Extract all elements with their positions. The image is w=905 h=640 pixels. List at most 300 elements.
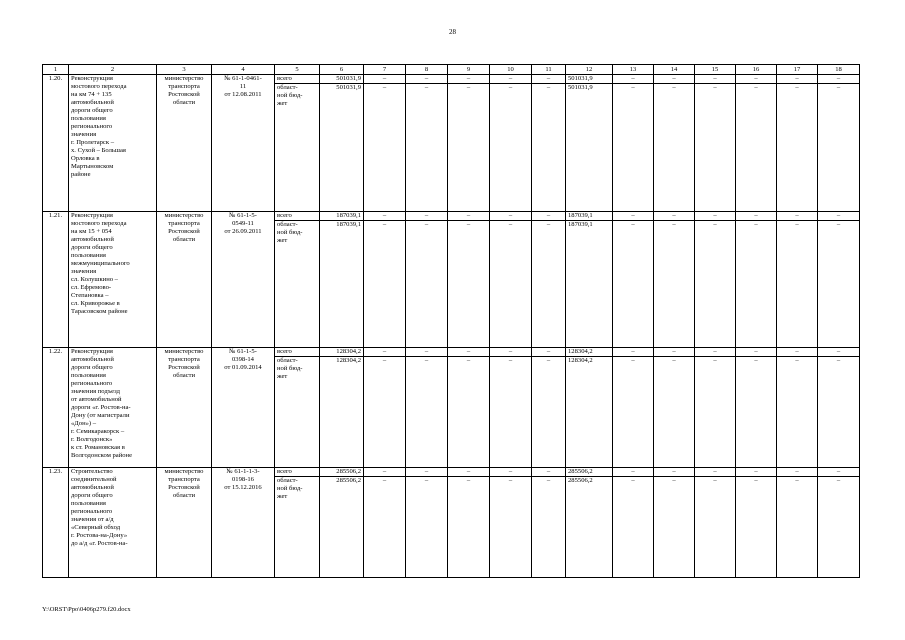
cell-value: – <box>836 357 841 364</box>
cell-value: – <box>546 221 551 228</box>
cell-value: – <box>777 468 817 477</box>
object-name-line: дороги общего <box>71 244 113 251</box>
funding-source-line: всего <box>275 212 319 221</box>
table-row <box>43 212 860 348</box>
year-amount-10 <box>490 468 532 578</box>
object-name-line: Дону (от магистрали <box>71 412 130 419</box>
object-name-line: соединительной <box>71 476 117 483</box>
cell-value: 128304,2 <box>320 348 363 357</box>
object-name <box>69 212 157 348</box>
cell-value: – <box>406 348 447 357</box>
object-name-line: пользования <box>71 115 106 122</box>
cell-value: – <box>406 212 447 221</box>
object-name-line: на км 15 + 054 <box>71 228 112 235</box>
customer-org-line: Ростовской <box>168 91 200 98</box>
row-number <box>43 468 69 578</box>
customer-org <box>157 212 212 348</box>
cell-value: – <box>532 348 565 357</box>
permit-doc <box>212 468 275 578</box>
investment-table <box>42 64 860 578</box>
object-name-line: от автомобильной <box>71 396 122 403</box>
header-cell: 7 <box>364 65 406 75</box>
cell-value: – <box>424 357 429 364</box>
permit-doc-line: № 61-1-5- <box>229 212 257 219</box>
object-name-line: Реконструкция <box>71 348 113 355</box>
cell-value: – <box>672 84 676 91</box>
cell-value: – <box>613 468 653 477</box>
cell-value: – <box>836 84 841 91</box>
permit-doc-line: 11 <box>239 83 247 90</box>
object-name-line: дороги «г. Ростов-на- <box>71 404 131 411</box>
object-name-line: автомобильной <box>71 484 114 491</box>
year-amount-15 <box>695 212 736 348</box>
cell-value: – <box>466 477 471 484</box>
funding-source-line: жет <box>277 493 288 500</box>
cell-value: 501031,9 <box>336 84 361 91</box>
permit-doc-line: № 61-1-5- <box>229 348 257 355</box>
cell-value: – <box>754 84 758 91</box>
object-name-line: к ст. Романовская в <box>71 444 125 451</box>
cell-value: – <box>672 221 676 228</box>
cell-value: – <box>364 468 405 477</box>
permit-doc <box>212 348 275 468</box>
header-row <box>43 65 860 75</box>
object-name-line: на км 74 + 135 <box>71 91 112 98</box>
cell-value: – <box>613 212 653 221</box>
cell-value: – <box>490 75 531 84</box>
object-name-line: районе <box>71 171 91 178</box>
customer-org-line: области <box>172 492 196 499</box>
object-name-line: сл. Криворожье в <box>71 300 120 307</box>
funding-source-line: жет <box>277 100 288 107</box>
year-amount-14 <box>654 212 695 348</box>
header-cell: 11 <box>532 65 566 75</box>
object-name-line: Строительство <box>71 468 113 475</box>
permit-doc-line: от 26.09.2011 <box>224 228 262 235</box>
cell-value: – <box>424 84 429 91</box>
permit-doc-line: 0198-16 <box>232 476 254 483</box>
object-name-line: сл. Колушкино – <box>71 276 118 283</box>
header-cell: 3 <box>157 65 212 75</box>
cell-value: 187039,1 <box>566 212 612 221</box>
object-name-line: Волгодонском районе <box>71 452 133 459</box>
customer-org-line: транспорта <box>168 220 200 227</box>
object-name-line: г. Пролетарск – <box>71 139 115 146</box>
year-amount-11 <box>532 468 566 578</box>
header-cell: 1 <box>43 65 69 75</box>
object-name-line: значения от а/д <box>71 516 114 523</box>
funding-source-line: жет <box>277 237 288 244</box>
year-amount-13 <box>613 348 654 468</box>
year-amount-13 <box>613 75 654 212</box>
object-name-line: до а/д «г. Ростов-на- <box>71 540 128 547</box>
object-name-line: дороги общего <box>71 107 113 114</box>
header-cell: 2 <box>69 65 157 75</box>
customer-org-line: министерство <box>164 468 204 475</box>
object-name-line: г. Семикаракорск – <box>71 428 125 435</box>
year-amount-15 <box>695 348 736 468</box>
cell-value: – <box>364 212 405 221</box>
year-amount-15 <box>695 75 736 212</box>
cell-value: – <box>490 468 531 477</box>
cell-value: – <box>713 84 717 91</box>
year-amount-14 <box>654 75 695 212</box>
cell-value: – <box>382 477 387 484</box>
total-amount <box>320 212 364 348</box>
object-name-line: дороги общего <box>71 492 113 499</box>
funding-source-line: област- <box>277 357 298 364</box>
cell-value: – <box>836 477 841 484</box>
customer-org-line: транспорта <box>168 476 200 483</box>
customer-org-line: министерство <box>164 212 204 219</box>
funding-source <box>275 75 320 212</box>
row-number-text: 1.23. <box>48 468 63 475</box>
header-cell: 5 <box>275 65 320 75</box>
object-name-line: автомобильной <box>71 356 114 363</box>
header-cell: 17 <box>777 65 818 75</box>
object-name-line: х. Сухой – Большая <box>71 147 126 154</box>
cell-value: – <box>795 357 799 364</box>
cell-value: – <box>672 477 676 484</box>
cell-value: – <box>466 84 471 91</box>
cell-value: – <box>532 212 565 221</box>
cell-value: – <box>631 477 635 484</box>
cell-value: – <box>382 221 387 228</box>
cell-value: – <box>448 468 489 477</box>
cell-value: – <box>382 357 387 364</box>
year-amount-16 <box>736 348 777 468</box>
cell-value: – <box>795 84 799 91</box>
year-amount-11 <box>532 75 566 212</box>
year-amount-17 <box>777 75 818 212</box>
cell-value: – <box>695 348 735 357</box>
object-name-line: г. Волгодонск» <box>71 436 113 443</box>
cell-value: – <box>695 468 735 477</box>
object-name-line: регионального <box>71 508 113 515</box>
object-name-line: Реконструкция <box>71 212 113 219</box>
customer-org-line: области <box>172 372 196 379</box>
object-name-line: Мартыновском <box>71 163 114 170</box>
year-amount-9 <box>448 75 490 212</box>
permit-doc-line: от 01.09.2014 <box>224 364 262 371</box>
total-amount <box>320 348 364 468</box>
funding-source-line: ной бюд- <box>277 92 303 99</box>
cell-value: – <box>672 357 676 364</box>
cell-value: – <box>736 75 776 84</box>
object-name-line: пользования <box>71 252 106 259</box>
year-amount-14 <box>654 468 695 578</box>
header-cell: 18 <box>818 65 860 75</box>
year-amount-9 <box>448 468 490 578</box>
cell-value: 187039,1 <box>320 212 363 221</box>
cell-value: – <box>818 348 859 357</box>
funding-source-line: ной бюд- <box>277 229 303 236</box>
permit-doc-line: № 61-1-1-3- <box>226 468 260 475</box>
cell-value: – <box>490 348 531 357</box>
header-cell: 15 <box>695 65 736 75</box>
funding-source-line: всего <box>275 468 319 477</box>
year-amount-8 <box>406 212 448 348</box>
cell-value: – <box>448 75 489 84</box>
cell-value: – <box>532 468 565 477</box>
cell-value: – <box>508 477 513 484</box>
year-amount-13 <box>613 468 654 578</box>
year-amount-10 <box>490 75 532 212</box>
year-amount-7 <box>364 348 406 468</box>
cell-value: – <box>631 221 635 228</box>
cell-value: – <box>654 212 694 221</box>
year-amount-11 <box>532 212 566 348</box>
cell-value: 501031,9 <box>566 75 612 84</box>
object-name-line: значения <box>71 268 97 275</box>
object-name-line: дороги общего <box>71 364 113 371</box>
cell-value: – <box>546 357 551 364</box>
funding-source <box>275 212 320 348</box>
year-amount-8 <box>406 468 448 578</box>
year-amount-16 <box>736 212 777 348</box>
object-name-line: автомобильной <box>71 99 114 106</box>
cell-value: – <box>631 84 635 91</box>
customer-org-line: Ростовской <box>168 364 200 371</box>
cell-value: – <box>466 221 471 228</box>
cell-value: – <box>508 84 513 91</box>
object-name-line: регионального <box>71 123 113 130</box>
funding-source-line: област- <box>277 84 298 91</box>
cell-value: – <box>532 75 565 84</box>
year-amount-17 <box>777 212 818 348</box>
funding-source-line: всего <box>275 75 319 84</box>
header-cell: 10 <box>490 65 532 75</box>
year-amount-10 <box>490 212 532 348</box>
cell-value: – <box>654 348 694 357</box>
year-amount-9 <box>448 212 490 348</box>
year-amount-18 <box>818 468 860 578</box>
cell-value: – <box>406 468 447 477</box>
cell-value: – <box>424 477 429 484</box>
cell-value: – <box>546 477 551 484</box>
object-name-line: пользования <box>71 372 106 379</box>
header-cell: 14 <box>654 65 695 75</box>
customer-org <box>157 75 212 212</box>
header-cell: 13 <box>613 65 654 75</box>
cell-value: 187039,1 <box>568 221 593 228</box>
year-amount-9 <box>448 348 490 468</box>
year-amount-18 <box>818 348 860 468</box>
header-cell: 16 <box>736 65 777 75</box>
cell-value: – <box>695 212 735 221</box>
cell-value: – <box>754 357 758 364</box>
cell-value: – <box>818 468 859 477</box>
object-name-line: межмуниципального <box>71 260 130 267</box>
cell-value: – <box>736 212 776 221</box>
cell-value: – <box>613 348 653 357</box>
customer-org-line: Ростовской <box>168 484 200 491</box>
row-number-text: 1.20. <box>48 75 63 82</box>
funding-source-line: ной бюд- <box>277 485 303 492</box>
cell-value: – <box>795 477 799 484</box>
row-number <box>43 212 69 348</box>
object-name-line: автомобильной <box>71 236 114 243</box>
header-cell: 6 <box>320 65 364 75</box>
object-name-line: мостового перехода <box>71 220 127 227</box>
year-amount-12 <box>566 75 613 212</box>
cell-value: – <box>448 348 489 357</box>
customer-org-line: транспорта <box>168 356 200 363</box>
object-name-line: мостового перехода <box>71 83 127 90</box>
customer-org-line: области <box>172 236 196 243</box>
row-number-text: 1.22. <box>48 348 63 355</box>
header-cell: 4 <box>212 65 275 75</box>
table-row <box>43 75 860 212</box>
cell-value: – <box>795 221 799 228</box>
year-amount-11 <box>532 348 566 468</box>
customer-org-line: области <box>172 99 196 106</box>
total-amount <box>320 468 364 578</box>
cell-value: – <box>777 212 817 221</box>
cell-value: 285506,2 <box>320 468 363 477</box>
cell-value: – <box>654 75 694 84</box>
cell-value: – <box>818 75 859 84</box>
object-name-line: Степановка – <box>71 292 109 299</box>
year-amount-12 <box>566 212 613 348</box>
object-name <box>69 468 157 578</box>
funding-source-line: всего <box>275 348 319 357</box>
cell-value: – <box>613 75 653 84</box>
permit-doc-line: 0549-11 <box>232 220 254 227</box>
customer-org <box>157 468 212 578</box>
cell-value: – <box>406 75 447 84</box>
cell-value: – <box>695 75 735 84</box>
cell-value: – <box>508 357 513 364</box>
object-name <box>69 348 157 468</box>
cell-value: – <box>777 348 817 357</box>
object-name-line: «Дон») – <box>71 420 97 427</box>
year-amount-16 <box>736 75 777 212</box>
page-number: 28 <box>449 28 456 36</box>
cell-value: – <box>654 468 694 477</box>
object-name-line: «Северный обход <box>71 524 121 531</box>
cell-value: – <box>713 477 717 484</box>
cell-value: – <box>382 84 387 91</box>
funding-source <box>275 468 320 578</box>
cell-value: – <box>546 84 551 91</box>
cell-value: 128304,2 <box>336 357 361 364</box>
object-name-line: значения <box>71 131 97 138</box>
year-amount-15 <box>695 468 736 578</box>
cell-value: – <box>448 212 489 221</box>
year-amount-7 <box>364 75 406 212</box>
object-name-line: значения подъезд <box>71 388 121 395</box>
cell-value: 128304,2 <box>568 357 593 364</box>
object-name-line: Тарасовском районе <box>71 308 128 315</box>
cell-value: – <box>736 468 776 477</box>
cell-value: 187039,1 <box>336 221 361 228</box>
row-number-text: 1.21. <box>48 212 63 219</box>
year-amount-17 <box>777 468 818 578</box>
customer-org-line: министерство <box>164 75 204 82</box>
object-name-line: Орловка в <box>71 155 100 162</box>
cell-value: – <box>777 75 817 84</box>
customer-org-line: транспорта <box>168 83 200 90</box>
file-path-footer: Y:\ORST\Ppo\0406p279.f20.docx <box>42 606 131 613</box>
year-amount-14 <box>654 348 695 468</box>
year-amount-13 <box>613 212 654 348</box>
cell-value: – <box>364 348 405 357</box>
cell-value: 285506,2 <box>568 477 593 484</box>
table-row <box>43 348 860 468</box>
customer-org-line: Ростовской <box>168 228 200 235</box>
cell-value: – <box>818 212 859 221</box>
cell-value: 285506,2 <box>566 468 612 477</box>
year-amount-16 <box>736 468 777 578</box>
year-amount-12 <box>566 348 613 468</box>
customer-org <box>157 348 212 468</box>
cell-value: – <box>490 212 531 221</box>
year-amount-18 <box>818 75 860 212</box>
row-number <box>43 75 69 212</box>
cell-value: – <box>508 221 513 228</box>
funding-source-line: жет <box>277 373 288 380</box>
cell-value: – <box>713 357 717 364</box>
object-name <box>69 75 157 212</box>
year-amount-8 <box>406 75 448 212</box>
cell-value: – <box>364 75 405 84</box>
cell-value: 285506,2 <box>336 477 361 484</box>
cell-value: – <box>466 357 471 364</box>
funding-source-line: област- <box>277 477 298 484</box>
year-amount-7 <box>364 468 406 578</box>
customer-org-line: министерство <box>164 348 204 355</box>
funding-source-line: област- <box>277 221 298 228</box>
permit-doc-line: 0398-14 <box>232 356 254 363</box>
table-row <box>43 468 860 578</box>
permit-doc-line: № 61-1-0461- <box>224 75 262 82</box>
header-cell: 8 <box>406 65 448 75</box>
cell-value: – <box>836 221 841 228</box>
cell-value: 128304,2 <box>566 348 612 357</box>
cell-value: – <box>754 477 758 484</box>
year-amount-18 <box>818 212 860 348</box>
funding-source-line: ной бюд- <box>277 365 303 372</box>
cell-value: 501031,9 <box>568 84 593 91</box>
object-name-line: г. Ростова-на-Дону» <box>71 532 128 539</box>
cell-value: – <box>713 221 717 228</box>
funding-source <box>275 348 320 468</box>
permit-doc <box>212 75 275 212</box>
year-amount-10 <box>490 348 532 468</box>
header-cell: 12 <box>566 65 613 75</box>
year-amount-17 <box>777 348 818 468</box>
cell-value: – <box>424 221 429 228</box>
cell-value: – <box>754 221 758 228</box>
object-name-line: пользования <box>71 500 106 507</box>
object-name-line: регионального <box>71 380 113 387</box>
object-name-line: Реконструкция <box>71 75 113 82</box>
permit-doc <box>212 212 275 348</box>
year-amount-12 <box>566 468 613 578</box>
cell-value: – <box>736 348 776 357</box>
cell-value: – <box>631 357 635 364</box>
cell-value: 501031,9 <box>320 75 363 84</box>
header-cell: 9 <box>448 65 490 75</box>
year-amount-8 <box>406 348 448 468</box>
year-amount-7 <box>364 212 406 348</box>
permit-doc-line: от 12.08.2011 <box>224 91 262 98</box>
total-amount <box>320 75 364 212</box>
object-name-line: сл. Ефремово- <box>71 284 112 291</box>
row-number <box>43 348 69 468</box>
permit-doc-line: от 15.12.2016 <box>224 484 262 491</box>
